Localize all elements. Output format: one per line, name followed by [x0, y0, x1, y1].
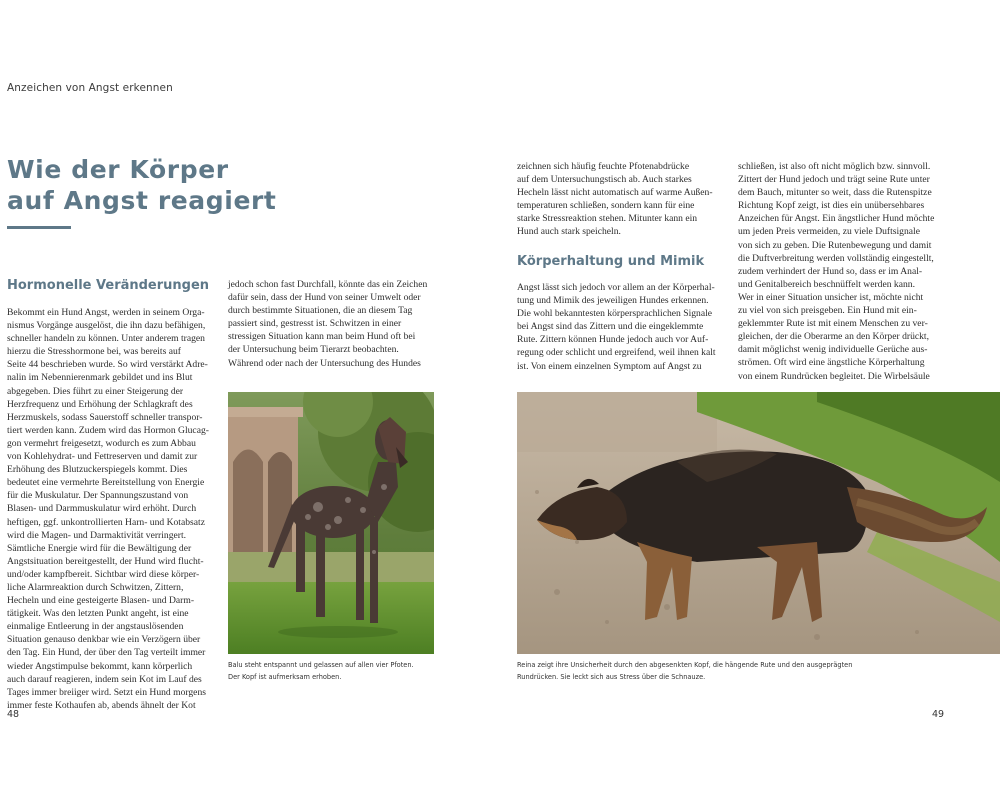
text-line: und/oder kampfbereit. Sichtbar wird diese körper- — [7, 568, 200, 580]
text-line: Sämtliche Energie wird für die Bewältigung der — [7, 542, 192, 554]
page-number-right: 49 — [932, 709, 945, 720]
text-line: Richtung Kopf zeigt, ist dies ein unübersehbares — [738, 200, 925, 212]
text-line: zudem verhindert der Hund so, dass er im Anal- — [738, 265, 923, 277]
text-line: einmalige Entleerung in der angstauslösenden — [7, 621, 184, 633]
text-line: temperaturen schließen, sondern kann für eine — [517, 200, 695, 212]
caption-line: Rundrücken. Sie leckt sich aus Stress über die Schnauze. — [517, 672, 706, 681]
page-number-left: 48 — [7, 709, 20, 720]
photo-reina-dog — [517, 392, 1000, 654]
text-line: Seite 44 beschrieben wurde. So wird verstärkt Adre- — [7, 359, 208, 371]
column-2-text — [228, 278, 427, 370]
text-line: für die Muskulatur. Der Spannungszustand von — [7, 490, 189, 502]
text-line: durch bestimmte Situationen, die an diesem Tag — [228, 305, 413, 317]
text-line: von sich zu geben. Die Rutenbewegung und damit — [738, 239, 932, 251]
section-heading-hormones: Hormonelle Veränderungen — [7, 278, 210, 293]
text-line: liche Alarmreaktion durch Schwitzen, Zittern, — [7, 581, 184, 593]
column-3-text-top — [517, 160, 713, 239]
text-line: Zittert der Hund jedoch und trägt seine Rute unter — [738, 174, 930, 186]
caption-line: Reina zeigt ihre Unsicherheit durch den abgesenkten Kopf, die hängende Rute und den ausgeprägten — [517, 661, 853, 669]
text-line: jedoch schon fast Durchfall, könnte das ein Zeichen — [228, 279, 428, 290]
title-underline — [7, 226, 71, 229]
text-line: regung oder schlicht und ergreifend, weil ihnen kalt — [517, 347, 716, 359]
text-line: bei Angst sind das Zittern und die eingeklemmte — [517, 321, 704, 333]
text-line: heftigen, ggf. unkontrollierten Harn- und Kotabsatz — [7, 516, 205, 528]
text-line: dem Bauch, mitunter so weit, dass die Rutenspitze — [738, 187, 932, 199]
page-title — [7, 154, 276, 216]
text-line: starke Stressreaktion stehen. Mitunter kann ein — [517, 213, 698, 225]
text-line: Anzeichen für Angst. Ein ängstlicher Hund möchte — [738, 213, 935, 225]
text-line: zu viel von sich preisgeben. Ein Hund mit ein- — [738, 305, 917, 317]
text-line: Hund auch stark speicheln. — [517, 226, 621, 238]
text-line: gon vermehrt freigesetzt, wodurch es zum Abbau — [7, 437, 196, 449]
text-line: von einem Rundrücken begleitet. Die Wirbelsäule — [738, 370, 930, 382]
text-line: Angst lässt sich jedoch vor allem an der Körperhal- — [517, 282, 715, 293]
text-line: nismus Vorgänge ausgelöst, die ihn dazu befähigen, — [7, 320, 206, 332]
text-line: der Untersuchung beim Tierarzt beobachten. — [228, 344, 399, 356]
balu-dog-image — [228, 392, 434, 654]
text-line: Die wohl bekanntesten körpersprachlichen Signale — [517, 308, 713, 320]
title-line: Wie der Körper — [7, 155, 229, 184]
text-line: stressigen Situation kann man beim Hund oft bei — [228, 331, 416, 343]
text-line: tung und Mimik des jeweiligen Hundes erkennen. — [517, 295, 709, 307]
text-line: Angstsituation bereitgestellt, der Hund wird flucht- — [7, 555, 204, 567]
text-line: damit möglichst wenig individuelle Gerüche aus- — [738, 344, 928, 356]
text-line: wieder Angstimpulse bekommt, kann körperlich — [7, 660, 193, 672]
reina-dog-image — [517, 392, 1000, 654]
text-line: Hecheln lässt nicht automatisch auf warme Außen- — [517, 187, 713, 199]
text-line: Tages immer breiiger wird. Setzt ein Hund morgens — [7, 686, 206, 698]
caption-line: Der Kopf ist aufmerksam erhoben. — [228, 672, 342, 681]
text-line: hierzu die Stresshormone bei, was bereits auf — [7, 346, 181, 358]
text-line: auch darauf reagieren, indem sein Kot im Lauf des — [7, 673, 202, 685]
caption-balu — [228, 660, 414, 683]
text-line: strömen. Oft wird eine ängstliche Körperhaltung — [738, 357, 925, 369]
text-line: Blasen- und Darmmuskulatur wird erhöht. Durch — [7, 503, 197, 515]
text-line: tiert werden kann. Zudem wird das Hormon Glucag- — [7, 424, 209, 436]
text-line: den Tag. Ein Hund, der über den Tag verteilt immer — [7, 647, 206, 659]
text-line: Herzmuskels, sodass Sauerstoff schneller transpor- — [7, 411, 203, 423]
text-line: von Kohlehydrat- und Fettreserven und damit zur — [7, 451, 198, 463]
text-line: die Duftverbreitung werden vollständig eingestellt, — [738, 252, 934, 264]
text-line: nalin im Nebennierenmark gebildet und ins Blut — [7, 372, 193, 384]
title-line: auf Angst reagiert — [7, 186, 277, 215]
text-line: passiert sind, gestresst ist. Schwitzen in einer — [228, 318, 402, 330]
caption-reina — [517, 660, 852, 683]
column-4-text — [738, 160, 934, 383]
text-line: gleichen, der die Oberarme an den Körper drückt, — [738, 331, 929, 343]
text-line: auf dem Untersuchungstisch ab. Auch starkes — [517, 174, 692, 186]
text-line: Herzfrequenz und Erhöhung der Schlagkraft des — [7, 398, 193, 410]
section-heading-posture: Körperhaltung und Mimik — [517, 254, 705, 269]
text-line: dafür sein, dass der Hund von seiner Umwelt oder — [228, 292, 421, 304]
column-3-text-bottom — [517, 281, 716, 373]
text-line: geklemmter Rute ist mit einem Menschen zu ver- — [738, 318, 928, 330]
text-line: Hecheln und eine gesteigerte Blasen- und Darm- — [7, 595, 195, 607]
text-line: zeichnen sich häufig feuchte Pfotenabdrücke — [517, 161, 690, 172]
text-line: Rute. Zittern können Hunde jedoch auch vor Auf- — [517, 334, 709, 346]
text-line: und Genitalbereich beschnüffelt werden kann. — [738, 278, 915, 290]
column-1-text — [7, 306, 209, 712]
text-line: schneller handeln zu können. Unter anderem tragen — [7, 333, 205, 345]
text-line: Erhöhung des Blutzuckerspiegels kommt. Dies — [7, 464, 188, 476]
running-head: Anzeichen von Angst erkennen — [7, 82, 173, 94]
text-line: immer feste Kothaufen ab, abends ähnelt der Kot — [7, 699, 196, 711]
caption-line: Balu steht entspannt und gelassen auf allen vier Pfoten. — [228, 661, 414, 669]
photo-balu-dog — [228, 392, 434, 654]
text-line: Situation genauso denkbar wie ein Verzögern über — [7, 634, 201, 646]
text-line: wird die Magen- und Darmaktivität verringert. — [7, 529, 187, 541]
text-line: Während oder nach der Untersuchung des Hundes — [228, 357, 421, 369]
text-line: tätigkeit. Was den letzten Punkt angeht, ist eine — [7, 608, 189, 620]
text-line: Wer in einer Situation unsicher ist, möchte nicht — [738, 291, 924, 303]
text-line: abgegeben. Dies führt zu einer Steigerung der — [7, 385, 184, 397]
text-line: ist. Von einem einzelnen Symptom auf Angst zu — [517, 360, 702, 372]
text-line: schließen, ist also oft nicht möglich bzw. sinnvoll. — [738, 161, 931, 172]
text-line: Bekommt ein Hund Angst, werden in seinem Orga- — [7, 307, 205, 318]
text-line: um jeden Preis vermeiden, zu viele Duftsignale — [738, 226, 920, 238]
text-line: bedeutet eine vermehrte Bereitstellung von Energie — [7, 477, 205, 489]
